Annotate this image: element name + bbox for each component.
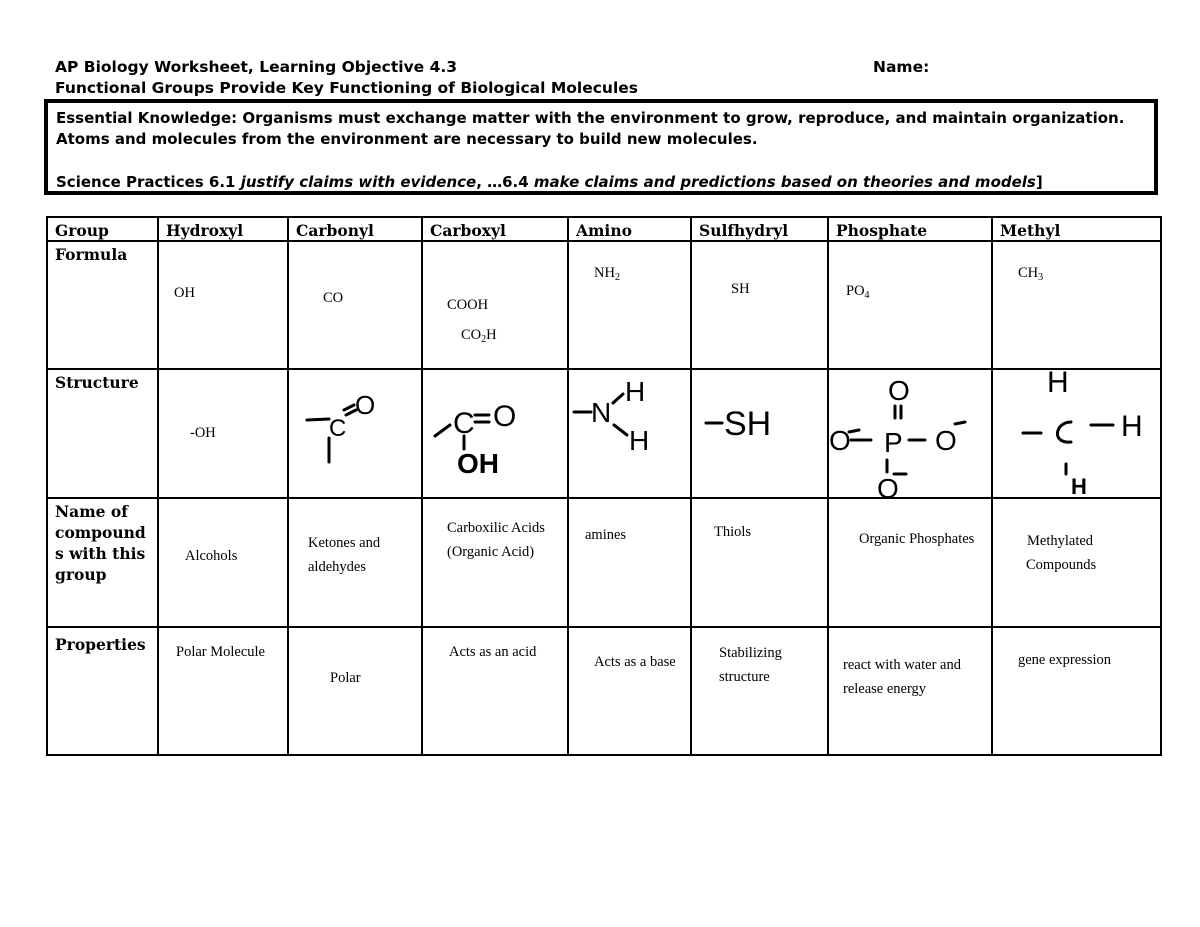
properties-carboxyl <box>422 627 568 755</box>
properties-methyl-text: gene expression <box>1018 652 1112 668</box>
methyl-structure-drawing <box>993 366 1162 499</box>
phosphate-oxygen-top: O <box>888 375 910 406</box>
names-carboxyl-text-1: Carboxilic Acids <box>447 520 545 536</box>
worksheet-title: AP Biology Worksheet, Learning Objective 4.3 <box>55 58 458 76</box>
carboxyl-carbon-label: C <box>453 407 475 440</box>
properties-row <box>47 627 1161 755</box>
formula-hydroxyl <box>158 241 288 369</box>
structure-carboxyl <box>422 369 568 498</box>
sulfhydryl-sh-label: SH <box>724 405 772 443</box>
formula-sulfhydryl <box>691 241 828 369</box>
formula-carboxyl-text-1: COOH <box>447 297 489 313</box>
names-methyl-text-2: Compounds <box>1026 557 1097 573</box>
formula-amino <box>568 241 691 369</box>
science-practices-line <box>56 173 1043 191</box>
formula-methyl <box>992 241 1161 369</box>
phosphate-oxygen-left: O <box>829 425 851 456</box>
row-label-formula: Formula <box>47 241 158 369</box>
formula-carbonyl <box>288 241 422 369</box>
properties-hydroxyl <box>158 627 288 755</box>
properties-sulfhydryl-text-2: structure <box>719 669 770 685</box>
phosphate-charge-left <box>849 430 859 432</box>
formula-carboxyl <box>422 241 568 369</box>
formula-methyl-sub: 3 <box>1038 272 1044 283</box>
names-sulfhydryl-text: Thiols <box>714 524 752 540</box>
group-header-sulfhydryl: Sulfhydryl <box>691 217 828 241</box>
properties-sulfhydryl <box>691 627 828 755</box>
group-header-amino: Amino <box>568 217 691 241</box>
formula-carboxyl-2-main: CO <box>461 327 482 343</box>
amino-nitrogen-label: N <box>591 397 612 428</box>
carboxyl-oxygen-label: O <box>493 400 517 433</box>
properties-carbonyl-text: Polar <box>330 670 361 686</box>
carboxyl-hydroxyl-label: OH <box>457 448 499 479</box>
phosphate-oxygen-right: O <box>935 425 957 456</box>
essential-knowledge-line-2: Atoms and molecules from the environment are necessary to build new molecules. <box>56 130 758 148</box>
properties-sulfhydryl-text-1: Stabilizing <box>719 645 782 661</box>
structure-methyl <box>992 366 1161 499</box>
names-methyl-text-1: Methylated <box>1027 533 1094 549</box>
formula-amino-sub: 2 <box>614 272 620 283</box>
formula-carboxyl-2-sub: 2 <box>481 334 487 345</box>
names-carboxyl-text-2: (Organic Acid) <box>447 544 535 560</box>
names-amino <box>568 498 691 627</box>
formula-phosphate-sub: 4 <box>864 290 870 301</box>
group-header-hydroxyl: Hydroxyl <box>158 217 288 241</box>
phosphate-phosphorus-label: P <box>884 427 903 458</box>
names-hydroxyl-text: Alcohols <box>185 548 238 564</box>
essential-knowledge-line-1: Essential Knowledge: Organisms must exchange matter with the environment to grow, reproduce, and maintain organization. <box>56 109 1125 127</box>
structure-phosphate <box>828 369 992 504</box>
row-label-group: Group <box>47 217 158 241</box>
group-row <box>47 217 1161 241</box>
structure-carbonyl <box>288 369 422 498</box>
group-header-methyl: Methyl <box>992 217 1161 241</box>
amino-structure-drawing <box>569 370 692 499</box>
group-header-phosphate: Phosphate <box>828 217 992 241</box>
formula-amino-main: NH <box>594 265 615 281</box>
formula-phosphate-text <box>846 279 870 303</box>
properties-methyl <box>992 627 1161 755</box>
sulfhydryl-structure-drawing <box>692 370 829 499</box>
group-header-carbonyl: Carbonyl <box>288 217 422 241</box>
properties-phosphate-text-2: release energy <box>843 681 927 697</box>
science-practice-claims: justify claims with evidence <box>240 173 477 191</box>
science-practices-prefix: Science Practices 6.1 <box>56 173 241 191</box>
properties-phosphate-text-1: react with water and <box>843 657 961 673</box>
names-phosphate-text: Organic Phosphates <box>859 531 975 547</box>
names-hydroxyl <box>158 498 288 627</box>
formula-carbonyl-text: CO <box>323 290 344 306</box>
properties-hydroxyl-text: Polar Molecule <box>176 644 265 660</box>
properties-amino-text: Acts as a base <box>594 654 676 670</box>
row-label-properties: Properties <box>47 627 158 755</box>
carboxyl-bond-left <box>435 425 450 436</box>
formula-phosphate <box>828 241 992 369</box>
properties-carbonyl <box>288 627 422 755</box>
structure-amino <box>568 369 691 498</box>
formula-carboxyl-2-end: H <box>486 327 497 343</box>
carboxyl-structure-drawing <box>423 370 557 499</box>
science-practice-predictions: make claims and predictions based on theories and models <box>533 173 1036 191</box>
amino-hydrogen-2: H <box>629 425 650 456</box>
carbonyl-double-bond-1 <box>344 405 354 410</box>
names-amino-text: amines <box>585 527 627 543</box>
names-methyl <box>992 498 1161 627</box>
carbonyl-bond-left <box>307 419 329 420</box>
names-carbonyl <box>288 498 422 627</box>
formula-phosphate-main: PO <box>846 283 865 299</box>
amino-bond-upper <box>613 394 623 403</box>
carbonyl-oxygen-label: O <box>355 390 376 420</box>
formula-methyl-main: CH <box>1018 265 1039 281</box>
phosphate-oxygen-bottom: O <box>877 473 899 504</box>
methyl-hydrogen-right: H <box>1121 410 1143 443</box>
phosphate-charge-right <box>955 422 965 424</box>
names-row <box>47 498 1161 627</box>
formula-hydroxyl-text: OH <box>174 285 195 301</box>
amino-hydrogen-1: H <box>625 376 646 407</box>
properties-carboxyl-text: Acts as an acid <box>449 644 537 660</box>
name-label: Name: <box>873 58 930 76</box>
formula-methyl-text <box>1018 261 1043 285</box>
formula-carboxyl-text-2 <box>461 323 497 347</box>
methyl-hydrogen-top: H <box>1047 366 1069 399</box>
names-carbonyl-text-2: aldehydes <box>308 559 366 575</box>
essential-knowledge-box <box>44 99 1158 195</box>
names-carboxyl <box>422 498 568 627</box>
properties-phosphate <box>828 627 992 755</box>
formula-amino-text <box>594 261 620 285</box>
functional-groups-table <box>46 216 1162 756</box>
names-sulfhydryl <box>691 498 828 627</box>
formula-row <box>47 241 1161 369</box>
science-practices-separator: , …6.4 <box>476 173 534 191</box>
formula-sulfhydryl-text: SH <box>731 281 750 297</box>
amino-bond-lower <box>614 425 627 435</box>
worksheet-subtitle: Functional Groups Provide Key Functioning of Biological Molecules <box>55 79 639 97</box>
properties-amino <box>568 627 691 755</box>
names-phosphate <box>828 498 992 627</box>
names-carbonyl-text-1: Ketones and <box>308 535 381 551</box>
row-label-structure: Structure <box>47 369 158 498</box>
structure-row <box>47 369 1161 498</box>
carbonyl-structure-drawing <box>289 370 419 499</box>
science-practices-end: ] <box>1035 173 1043 191</box>
structure-sulfhydryl <box>691 369 828 498</box>
structure-hydroxyl-text: -OH <box>190 425 216 441</box>
structure-hydroxyl <box>158 369 288 498</box>
row-label-names: Name of compound s with this group <box>47 498 158 627</box>
group-header-carboxyl: Carboxyl <box>422 217 568 241</box>
phosphate-structure-drawing <box>829 370 993 504</box>
carbonyl-carbon-label: C <box>329 415 347 442</box>
methyl-hydrogen-bottom: H <box>1071 474 1087 499</box>
